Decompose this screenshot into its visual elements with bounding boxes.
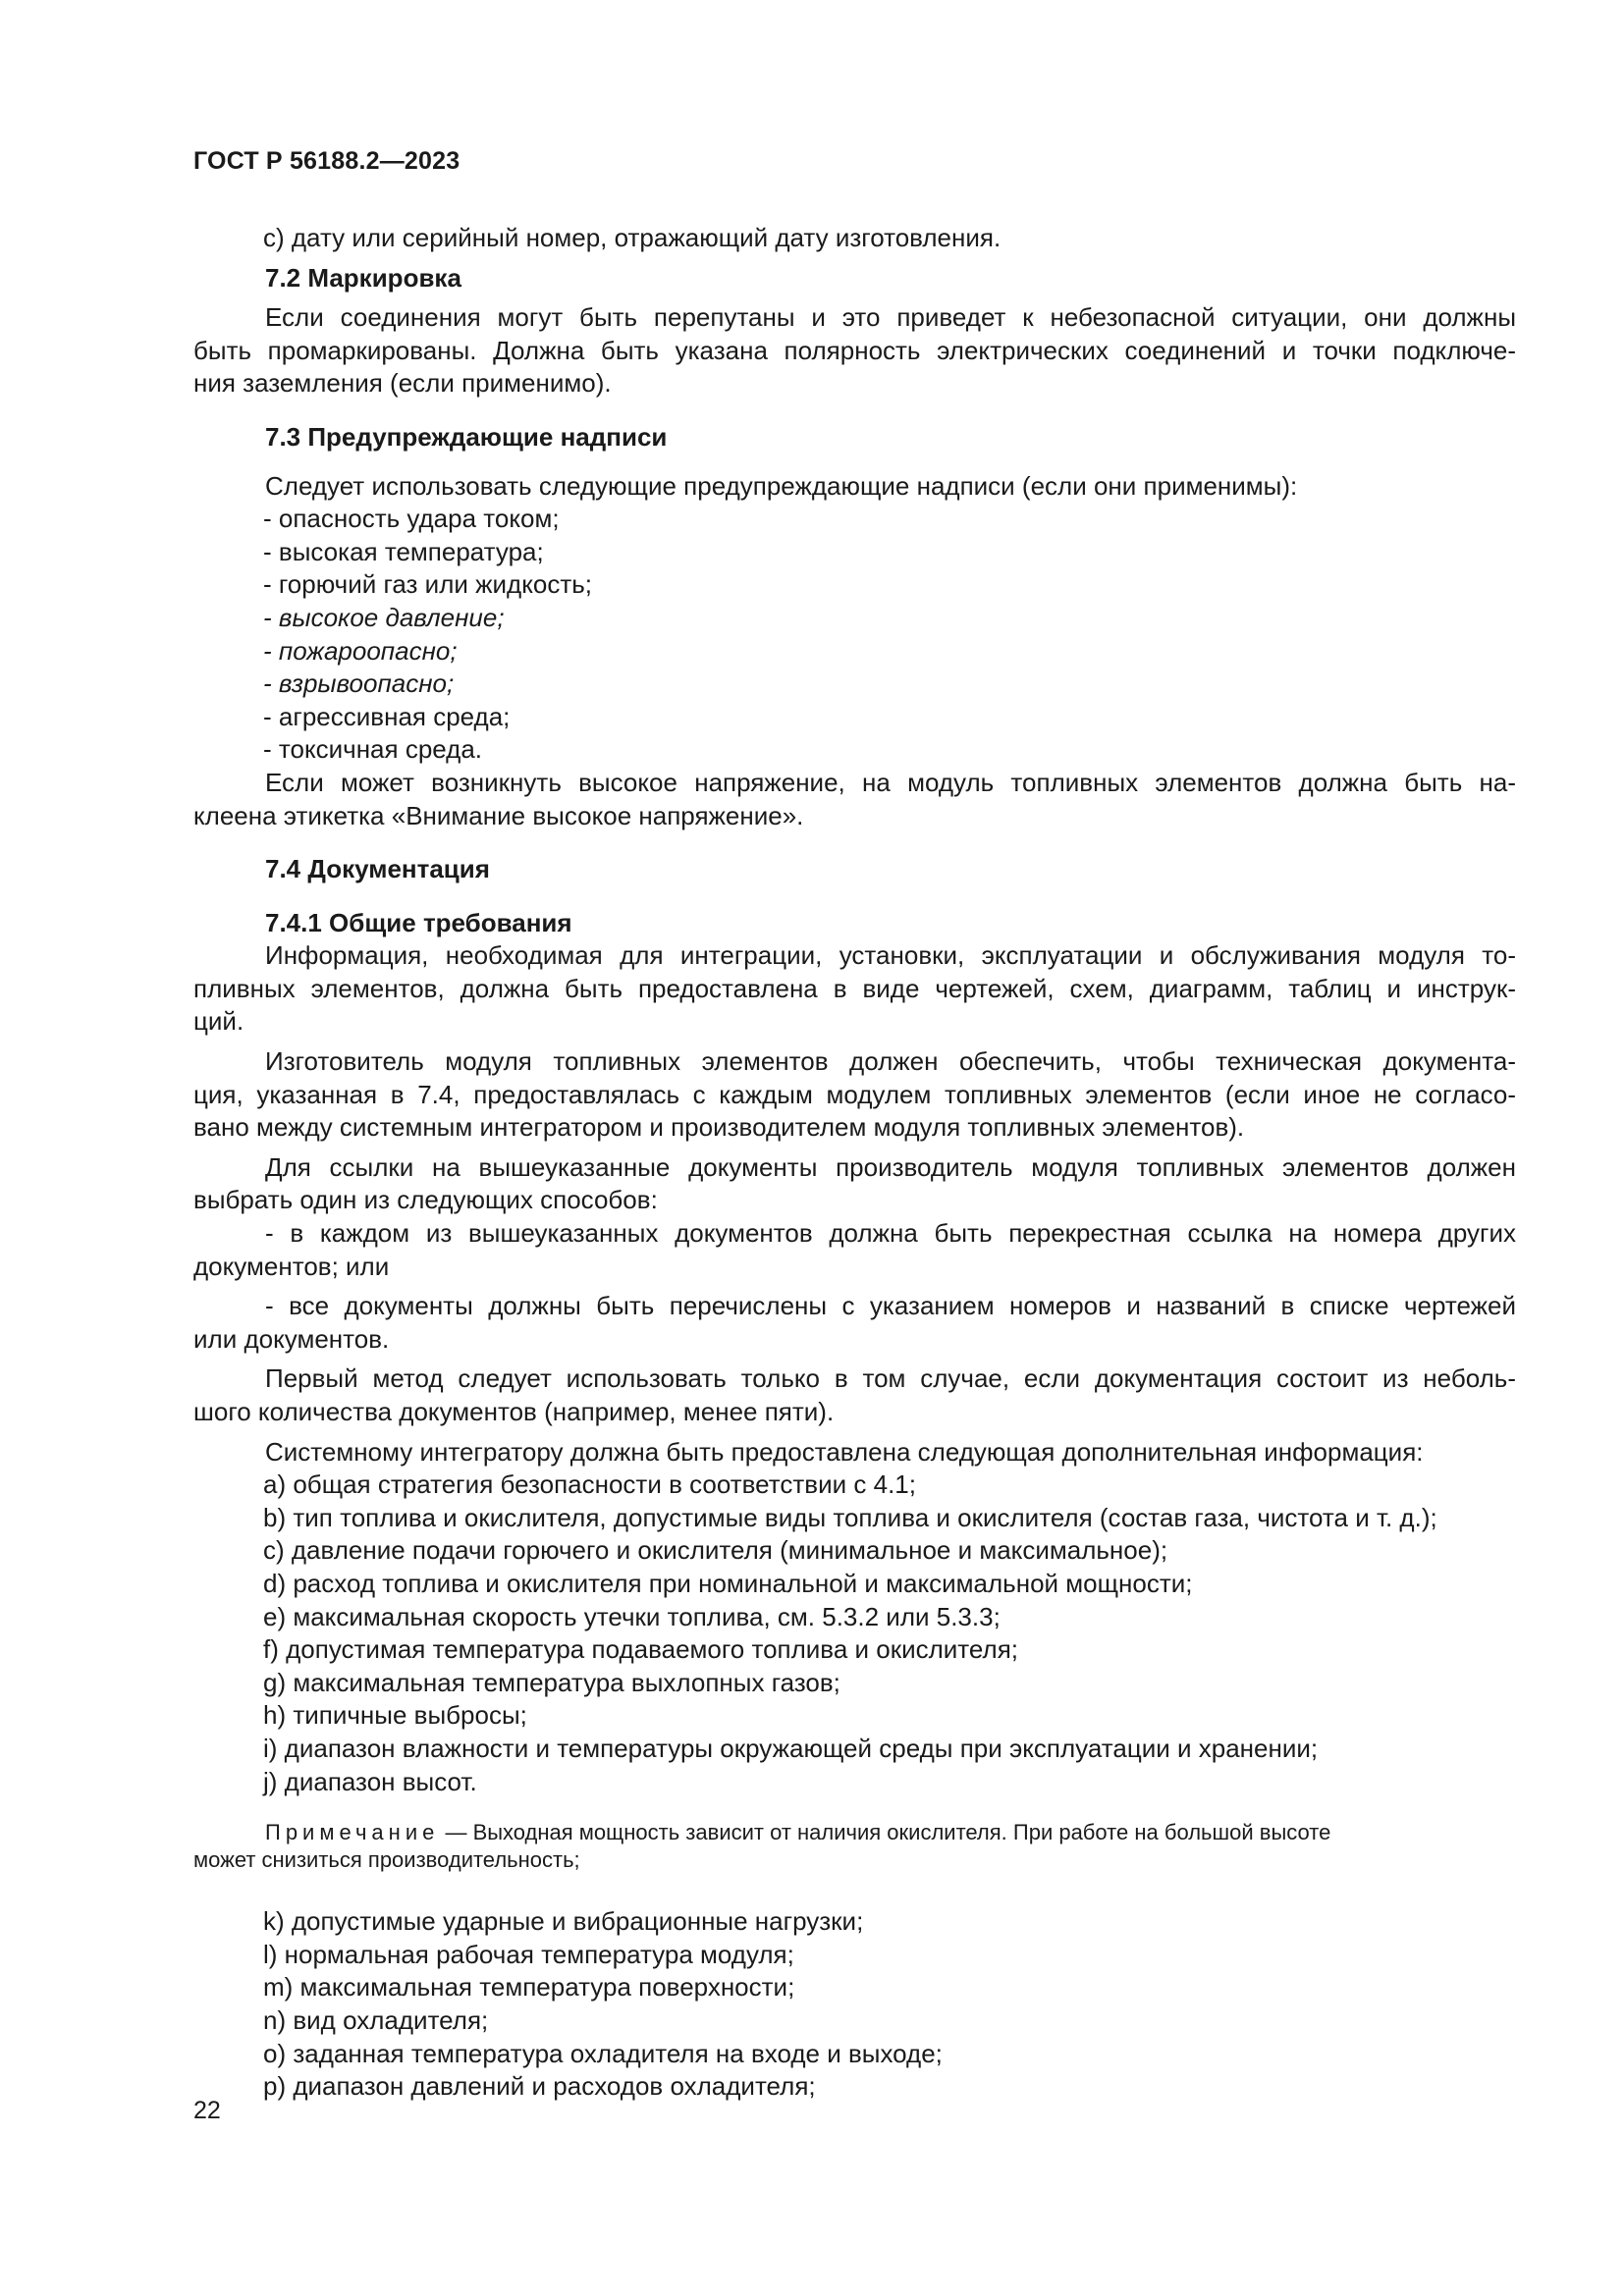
- list-item: l) нормальная рабочая температура модуля;: [263, 1939, 794, 1969]
- list-item: j) диапазон высот.: [263, 1766, 477, 1796]
- list-item: - высокое давление;: [263, 602, 505, 632]
- list-item: - агрессивная среда;: [263, 701, 511, 731]
- note-block: [193, 1819, 1516, 1874]
- list-item: h) типичные выбросы;: [263, 1700, 527, 1731]
- note-label: Примечание: [265, 1820, 440, 1845]
- paragraph-line: Для ссылки на вышеуказанные документы производитель модуля топливных элементов должен: [265, 1151, 1516, 1182]
- paragraph-line: Если может возникнуть высокое напряжение, на модуль топливных элементов должна быть на-: [265, 767, 1516, 797]
- list-item: e) максимальная скорость утечки топлива, см. 5.3.2 или 5.3.3;: [263, 1601, 1001, 1631]
- paragraph-line: - в каждом из вышеуказанных документов должна быть перекрестная ссылка на номера других: [265, 1218, 1516, 1249]
- paragraph-line: Информация, необходимая для интеграции, установки, эксплуатации и обслуживания модуля то-: [265, 940, 1516, 971]
- paragraph-7-3-intro-block: [193, 470, 1516, 504]
- page-number: 22: [193, 2097, 221, 2124]
- paragraph-integrator: Системному интегратору должна быть предоставлена следующая дополнительная информация:: [265, 1436, 1424, 1467]
- paragraph-7-2: [193, 301, 1516, 400]
- paragraph-first-method: [193, 1362, 1516, 1428]
- paragraph-line: ция, указанная в 7.4, предоставлялась с каждым модулем топливных элементов (если иное не согласо-: [193, 1079, 1516, 1109]
- list-item: d) расход топлива и окислителя при номинальной и максимальной мощности;: [263, 1568, 1193, 1598]
- paragraph-cross-reference: [193, 1217, 1516, 1283]
- info-list-k-p: [193, 1905, 1516, 2104]
- list-item: - опасность удара током;: [263, 504, 560, 534]
- list-item: k) допустимые ударные и вибрационные нагрузки;: [263, 1906, 864, 1937]
- section-heading-7-4: 7.4 Документация: [265, 854, 490, 884]
- section-heading-7-4-1: 7.4.1 Общие требования: [265, 907, 572, 937]
- paragraph-drawing-list: [193, 1290, 1516, 1356]
- list-item: n) вид охладителя;: [263, 2004, 489, 2035]
- paragraph-7-3-label: [193, 767, 1516, 832]
- note-line: [193, 1819, 1516, 1846]
- paragraph-references: [193, 1151, 1516, 1217]
- list-item: a) общая стратегия безопасности в соответствии с 4.1;: [263, 1469, 916, 1500]
- paragraph-line: Если соединения могут быть перепутаны и это приведет к небезопасной ситуации, они должны: [265, 302, 1516, 333]
- list-item: o) заданная температура охладителя на входе и выходе;: [263, 2038, 943, 2068]
- list-item: - высокая температура;: [263, 536, 544, 566]
- section-heading-7-2: 7.2 Маркировка: [265, 262, 461, 293]
- note-line: может снизиться производительность;: [193, 1847, 580, 1873]
- warning-list: [193, 503, 1516, 767]
- list-item: c) давление подачи горючего и окислителя (минимальное и максимальное);: [263, 1535, 1168, 1566]
- paragraph-line: или документов.: [193, 1323, 390, 1354]
- list-item: - пожароопасно;: [263, 635, 458, 666]
- list-item: b) тип топлива и окислителя, допустимые виды топлива и окислителя (состав газа, чистота и т. д.);: [263, 1502, 1437, 1532]
- paragraph-line: вано между системным интегратором и производителем модуля топливных элементов).: [193, 1112, 1245, 1143]
- list-item: p) диапазон давлений и расходов охладителя;: [263, 2071, 816, 2102]
- paragraph-line: документов; или: [193, 1251, 390, 1281]
- list-item: - взрывоопасно;: [263, 668, 455, 699]
- paragraph-line: шого количества документов (например, менее пяти).: [193, 1397, 835, 1426]
- list-item: - токсичная среда.: [263, 734, 483, 765]
- paragraph-line: выбрать один из следующих способов:: [193, 1185, 658, 1215]
- list-item: i) диапазон влажности и температуры окружающей среды при эксплуатации и хранении;: [263, 1733, 1319, 1763]
- paragraph-line: ния заземления (если применимо).: [193, 368, 612, 399]
- paragraph-line: Первый метод следует использовать только в том случае, если документация состоит из неболь-: [265, 1363, 1516, 1394]
- paragraph-manufacturer: [193, 1045, 1516, 1145]
- list-item-c-date: с) дату или серийный номер, отражающий дату изготовления.: [263, 223, 1001, 252]
- document-body: [193, 222, 1516, 2104]
- paragraph-line: Изготовитель модуля топливных элементов должен обеспечить, чтобы техническая документа-: [265, 1046, 1516, 1077]
- paragraph-line: ций.: [193, 1006, 244, 1037]
- note-text: — Выходная мощность зависит от наличия окислителя. При работе на большой высоте: [439, 1820, 1331, 1845]
- paragraph-line: пливных элементов, должна быть предоставлена в виде чертежей, схем, диаграмм, таблиц и инструк-: [193, 973, 1516, 1003]
- section-heading-7-3: 7.3 Предупреждающие надписи: [265, 421, 668, 452]
- info-list-a-j: [193, 1468, 1516, 1798]
- list-item: g) максимальная температура выхлопных газов;: [263, 1667, 840, 1697]
- document-header-code: ГОСТ Р 56188.2—2023: [193, 147, 460, 175]
- paragraph-line: Следует использовать следующие предупреждающие надписи (если они применимы):: [265, 470, 1298, 501]
- paragraph-line: клеена этикетка «Внимание высокое напряжение».: [193, 800, 804, 830]
- list-item: - горючий газ или жидкость;: [263, 569, 593, 600]
- paragraph-line: - все документы должны быть перечислены с указанием номеров и названий в списке чертежей: [265, 1291, 1516, 1321]
- list-item: m) максимальная температура поверхности;: [263, 1972, 795, 2002]
- paragraph-line: быть промаркированы. Должна быть указана полярность электрических соединений и точки подключе-: [193, 335, 1516, 365]
- list-item: f) допустимая температура подаваемого топлива и окислителя;: [263, 1634, 1018, 1665]
- paragraph-info: [193, 939, 1516, 1039]
